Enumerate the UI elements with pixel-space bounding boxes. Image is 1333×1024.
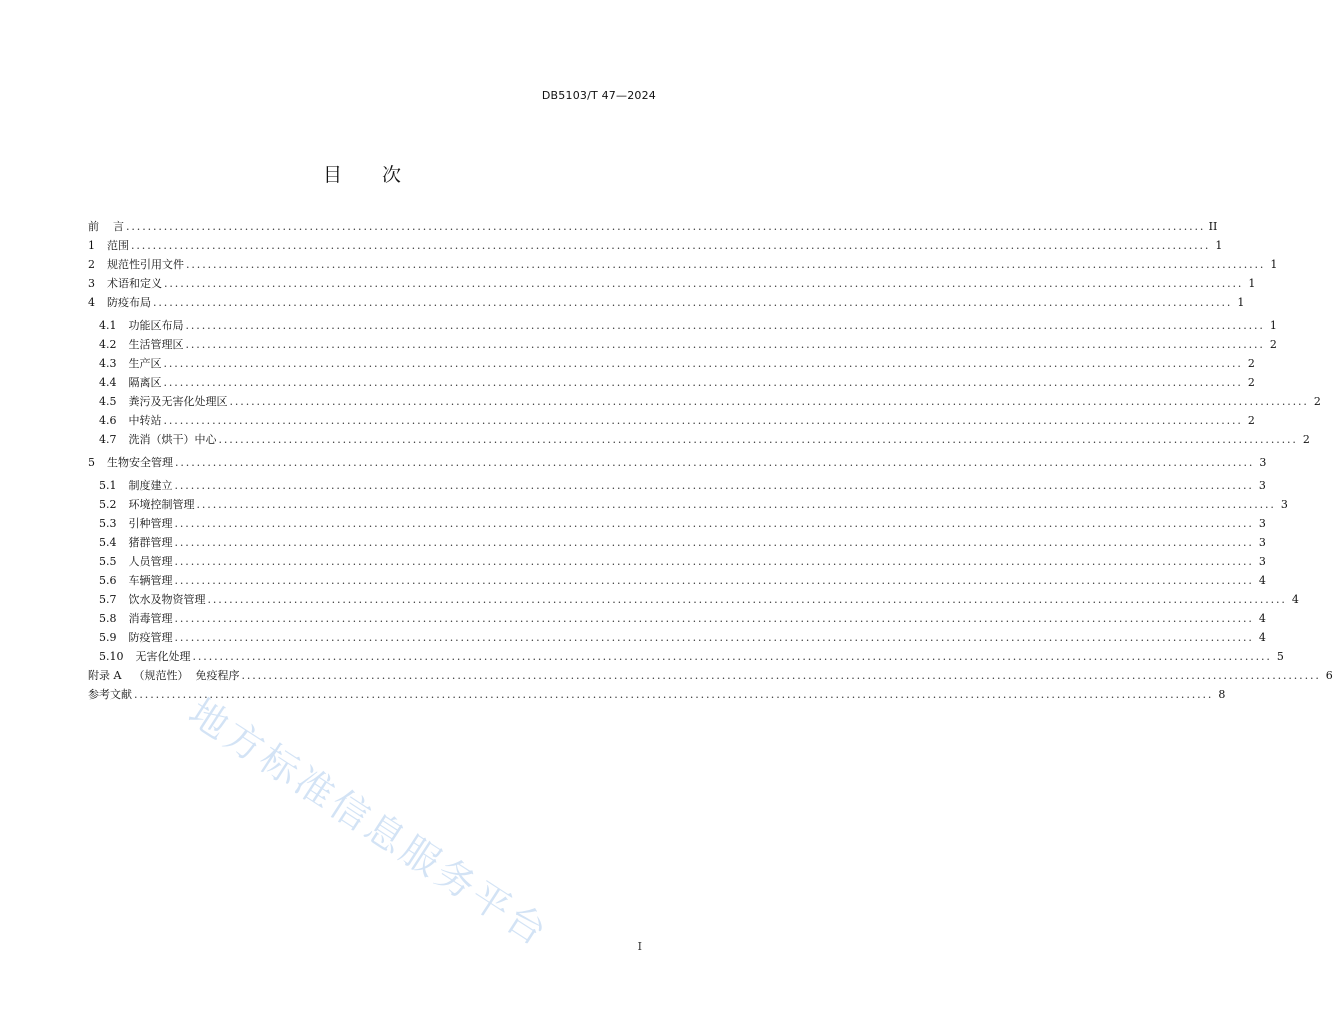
toc-entry-number: 5.4 <box>99 536 117 549</box>
toc-entry-page: 1 <box>1248 277 1256 290</box>
toc-entry-label: 术语和定义 <box>107 277 162 290</box>
toc-entry-label: 规范性引用文件 <box>107 258 184 271</box>
toc-leader-dots: ........................................................................................................................................................................................................ <box>229 395 1309 408</box>
toc-entry-number: 5.3 <box>99 517 117 530</box>
toc-entry-label: 生物安全管理 <box>107 456 173 469</box>
toc-entry-page: 2 <box>1247 414 1255 427</box>
toc-entry-page: 1 <box>1237 296 1245 309</box>
toc-entry-page: 1 <box>1215 239 1223 252</box>
toc-entry-page: 2 <box>1247 357 1255 370</box>
toc-entry-page: 8 <box>1218 688 1226 701</box>
toc-entry-page: 3 <box>1258 517 1266 530</box>
toc-entry-page: 3 <box>1259 456 1267 469</box>
toc-leader-dots: ........................................................................................................................................................................................................ <box>174 517 1254 530</box>
toc-entry[interactable] <box>99 609 1266 628</box>
toc-entry[interactable] <box>99 628 1266 647</box>
toc-entry-label: 环境控制管理 <box>128 498 195 511</box>
toc-entry-page: 3 <box>1258 479 1266 492</box>
toc-entry-label: 车辆管理 <box>128 574 173 587</box>
toc-entry[interactable] <box>88 685 1226 704</box>
toc-entry-number: 1 <box>88 239 95 252</box>
toc-entry-page: 2 <box>1302 433 1310 446</box>
toc-entry-page: 2 <box>1269 338 1277 351</box>
toc-entry-label: 范围 <box>107 239 129 252</box>
toc-leader-dots: ........................................................................................................................................................................................................ <box>126 220 1206 233</box>
toc-entry-number: 4.1 <box>99 319 117 332</box>
toc-entry-label: 无害化处理 <box>135 650 191 663</box>
toc-entry[interactable] <box>99 590 1299 609</box>
toc-entry-label: 猪群管理 <box>128 536 173 549</box>
toc-leader-dots: ........................................................................................................................................................................................................ <box>185 319 1265 332</box>
toc-leader-dots: ........................................................................................................................................................................................................ <box>174 536 1254 549</box>
toc-leader-dots: ........................................................................................................................................................................................................ <box>153 296 1233 309</box>
toc-entry-number: 4 <box>88 296 95 309</box>
toc-entry-label: 功能区布局 <box>128 319 184 332</box>
toc-entry-number: 4.2 <box>99 338 117 351</box>
toc-leader-dots: ........................................................................................................................................................................................................ <box>174 612 1254 625</box>
document-code: DB5103/T 47—2024 <box>541 89 656 102</box>
toc-entry-number: 5.10 <box>99 650 124 663</box>
toc-entry-number: 2 <box>88 258 95 271</box>
toc-entry-page: 3 <box>1258 536 1266 549</box>
toc-entry-label: 生活管理区 <box>128 338 184 351</box>
page-title: 目 次 <box>322 164 402 186</box>
toc-leader-dots: ........................................................................................................................................................................................................ <box>174 555 1254 568</box>
toc-entry-label: 生产区 <box>128 357 162 370</box>
toc-entry[interactable] <box>99 647 1284 666</box>
toc-entry-number: 5.9 <box>99 631 117 644</box>
toc-entry-label: 制度建立 <box>128 479 173 492</box>
toc-entry-label: 防疫管理 <box>128 631 173 644</box>
toc-entry[interactable] <box>88 293 1245 312</box>
toc-entry-number: 4.7 <box>99 433 117 446</box>
page-number: I <box>637 940 642 953</box>
toc-entry-label: 中转站 <box>128 414 162 427</box>
toc-entry-label: 粪污及无害化处理区 <box>128 395 228 408</box>
toc-entry-page: 5 <box>1276 650 1284 663</box>
toc-leader-dots: ........................................................................................................................................................................................................ <box>196 498 1276 511</box>
toc-entry-page: 4 <box>1258 574 1266 587</box>
toc-entry[interactable] <box>88 666 1333 685</box>
toc-entry-label: 引种管理 <box>128 517 173 530</box>
toc-entry-number: 4.4 <box>99 376 117 389</box>
toc-entry-number: 5.1 <box>99 479 117 492</box>
toc-leader-dots: ........................................................................................................................................................................................................ <box>185 338 1265 351</box>
toc-leader-dots: ........................................................................................................................................................................................................ <box>174 631 1254 644</box>
toc-entry-number: 4.3 <box>99 357 117 370</box>
toc-entry[interactable] <box>88 255 1278 274</box>
toc-entry-number: 4.5 <box>99 395 117 408</box>
toc-entry-label: 洗消（烘干）中心 <box>128 433 217 446</box>
toc-leader-dots: ........................................................................................................................................................................................................ <box>174 479 1254 492</box>
toc-entry-page: 1 <box>1269 319 1277 332</box>
toc-leader-dots: ........................................................................................................................................................................................................ <box>175 456 1255 469</box>
toc-leader-dots: ........................................................................................................................................................................................................ <box>163 357 1243 370</box>
toc-entry-label: 隔离区 <box>128 376 162 389</box>
toc-leader-dots: ........................................................................................................................................................................................................ <box>163 376 1243 389</box>
toc-entry[interactable] <box>99 571 1266 590</box>
toc-leader-dots: ........................................................................................................................................................................................................ <box>163 414 1243 427</box>
toc-entry-number: 5 <box>88 456 95 469</box>
toc-entry-number: 5.7 <box>99 593 117 606</box>
watermark: 地方标准信息服务平台 <box>181 689 558 956</box>
toc-leader-dots: ........................................................................................................................................................................................................ <box>192 650 1272 663</box>
toc-entry-page: 1 <box>1270 258 1278 271</box>
toc-entry-number: 5.6 <box>99 574 117 587</box>
toc-entry[interactable] <box>99 411 1255 430</box>
toc-entry[interactable] <box>99 552 1266 571</box>
toc-entry[interactable] <box>99 373 1255 392</box>
toc-entry[interactable] <box>99 514 1266 533</box>
toc-entry-number: 5.8 <box>99 612 117 625</box>
toc-entry-page: 6 <box>1325 669 1333 682</box>
toc-entry[interactable] <box>99 335 1277 354</box>
toc-entry[interactable] <box>99 316 1277 335</box>
toc-leader-dots: ........................................................................................................................................................................................................ <box>241 669 1321 682</box>
toc-entry-page: 3 <box>1280 498 1288 511</box>
toc-entry-label: 饮水及物资管理 <box>128 593 206 606</box>
toc-entry-page: 4 <box>1258 631 1266 644</box>
toc-entry-page: 4 <box>1258 612 1266 625</box>
toc-entry-number: 参考文献 <box>88 688 132 701</box>
toc-entry-number: 附录 A <box>88 669 122 682</box>
toc-entry[interactable] <box>99 354 1255 373</box>
toc-leader-dots: ........................................................................................................................................................................................................ <box>218 433 1298 446</box>
toc-leader-dots: ........................................................................................................................................................................................................ <box>174 574 1254 587</box>
toc-entry-number: 前 言 <box>88 220 124 233</box>
toc-entry-label: 人员管理 <box>128 555 173 568</box>
toc-entry[interactable] <box>99 430 1310 449</box>
toc-entry-label: （规范性） 免疫程序 <box>133 669 240 682</box>
toc-entry[interactable] <box>99 495 1288 514</box>
toc-entry-number: 5.5 <box>99 555 117 568</box>
toc-entry-page: 3 <box>1258 555 1266 568</box>
toc-entry-number: 5.2 <box>99 498 117 511</box>
toc-entry-label: 防疫布局 <box>107 296 151 309</box>
toc-entry-page: 2 <box>1313 395 1321 408</box>
toc-leader-dots: ........................................................................................................................................................................................................ <box>134 688 1214 701</box>
toc-entry-page: II <box>1208 220 1218 233</box>
toc-leader-dots: ........................................................................................................................................................................................................ <box>131 239 1211 252</box>
toc-leader-dots: ........................................................................................................................................................................................................ <box>207 593 1287 606</box>
toc-entry[interactable] <box>99 533 1266 552</box>
toc-entry-page: 4 <box>1291 593 1299 606</box>
toc-entry[interactable] <box>88 453 1267 472</box>
toc-entry-number: 4.6 <box>99 414 117 427</box>
toc-leader-dots: ........................................................................................................................................................................................................ <box>164 277 1244 290</box>
toc-entry-label: 消毒管理 <box>128 612 173 625</box>
toc-entry-page: 2 <box>1247 376 1255 389</box>
toc-entry[interactable] <box>99 476 1266 495</box>
toc-entry[interactable] <box>88 236 1223 255</box>
toc-entry-number: 3 <box>88 277 95 290</box>
toc-entry[interactable] <box>88 274 1256 293</box>
toc-entry[interactable] <box>99 392 1321 411</box>
toc-entry[interactable] <box>88 217 1218 236</box>
toc-leader-dots: ........................................................................................................................................................................................................ <box>186 258 1266 271</box>
